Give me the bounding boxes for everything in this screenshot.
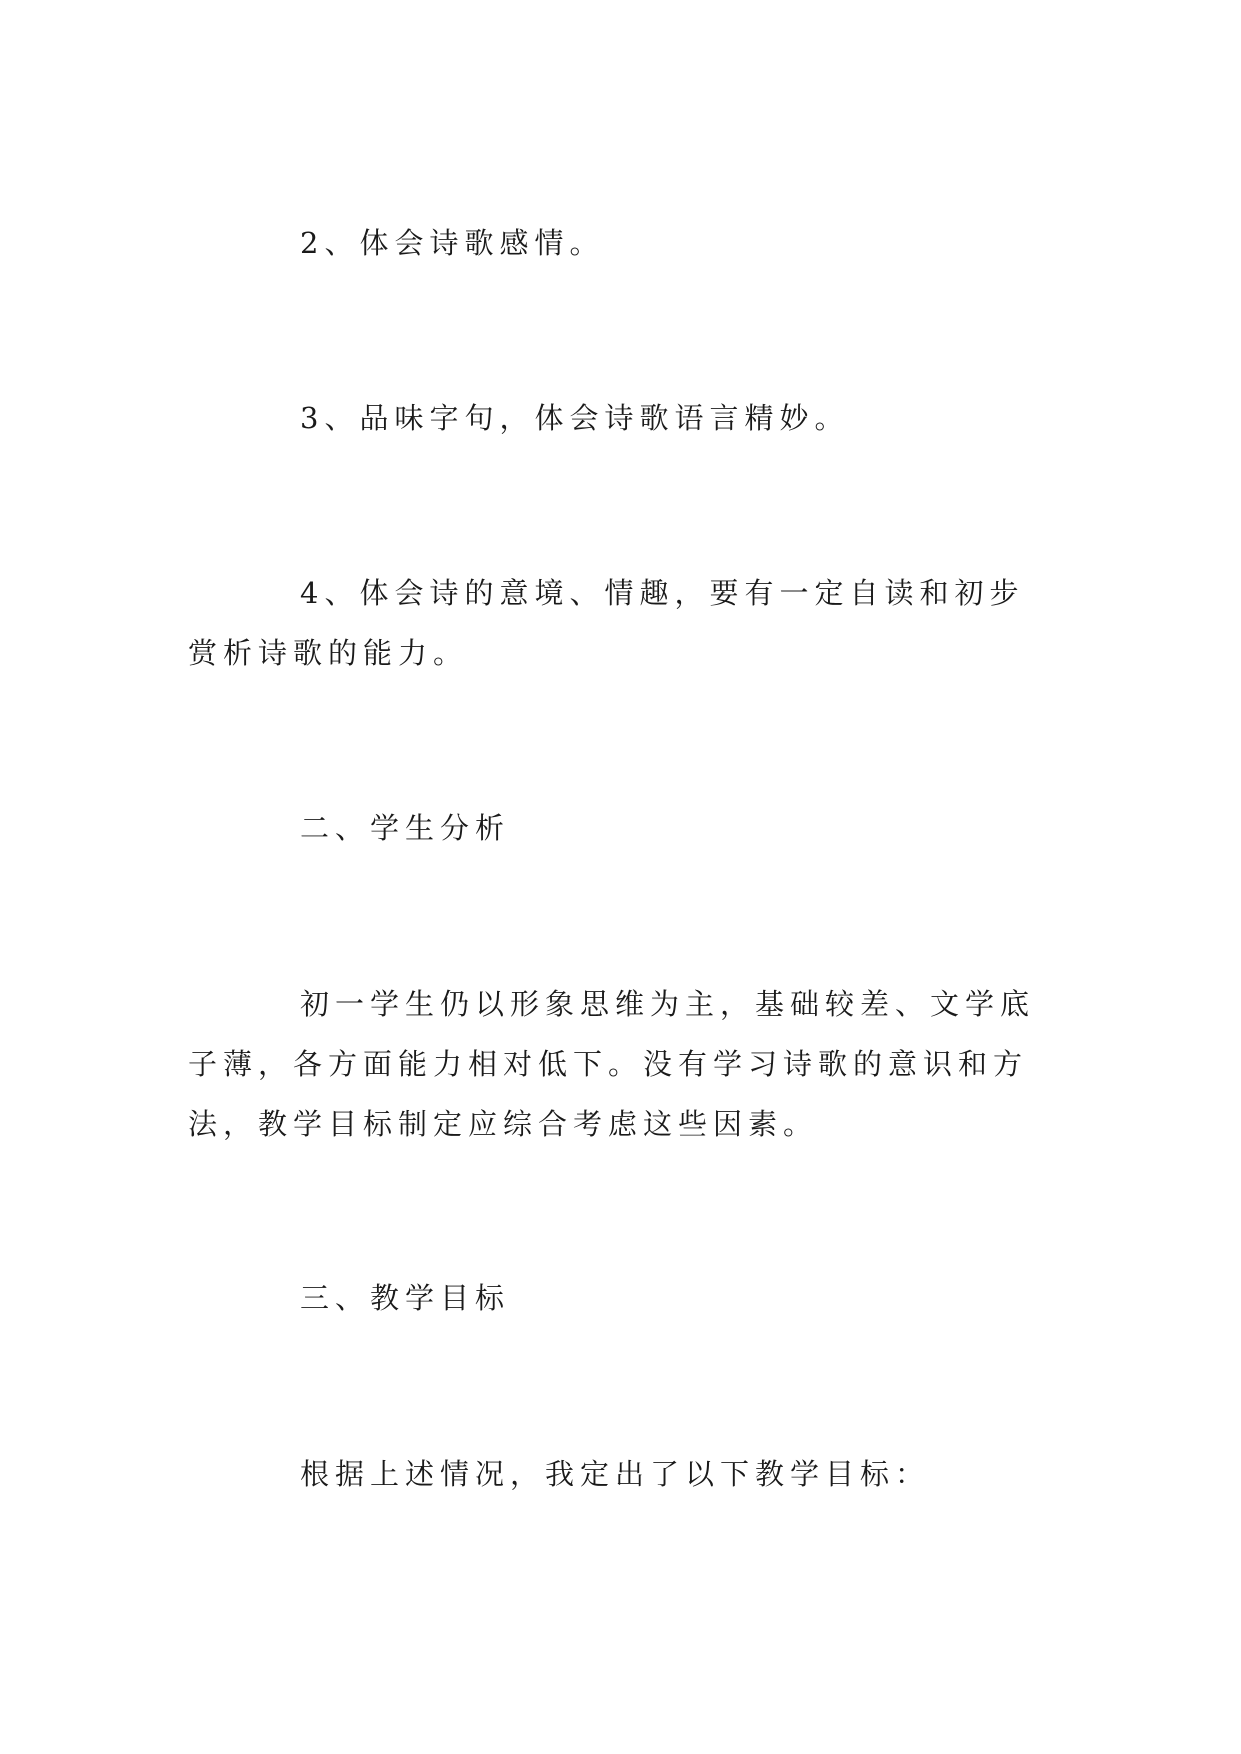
section-heading-student-analysis: 二、学生分析	[300, 811, 511, 845]
section-heading-teaching-goals: 三、教学目标	[300, 1281, 511, 1315]
paragraph-goal-3: 3、品味字句，体会诗歌语言精妙。	[300, 401, 850, 435]
paragraph-student-analysis: 初一学生仍以形象思维为主，基础较差、文学底子薄，各方面能力相对低下。没有学习诗歌的意识和方法，教学目标制定应综合考虑这些因素。	[188, 987, 1036, 1141]
paragraph-goal-2: 2、体会诗歌感情。	[300, 226, 605, 260]
paragraph-goal-4: 4、体会诗的意境、情趣，要有一定自读和初步赏析诗歌的能力。	[188, 576, 1025, 670]
paragraph-teaching-goals-intro: 根据上述情况，我定出了以下教学目标：	[300, 1457, 931, 1491]
